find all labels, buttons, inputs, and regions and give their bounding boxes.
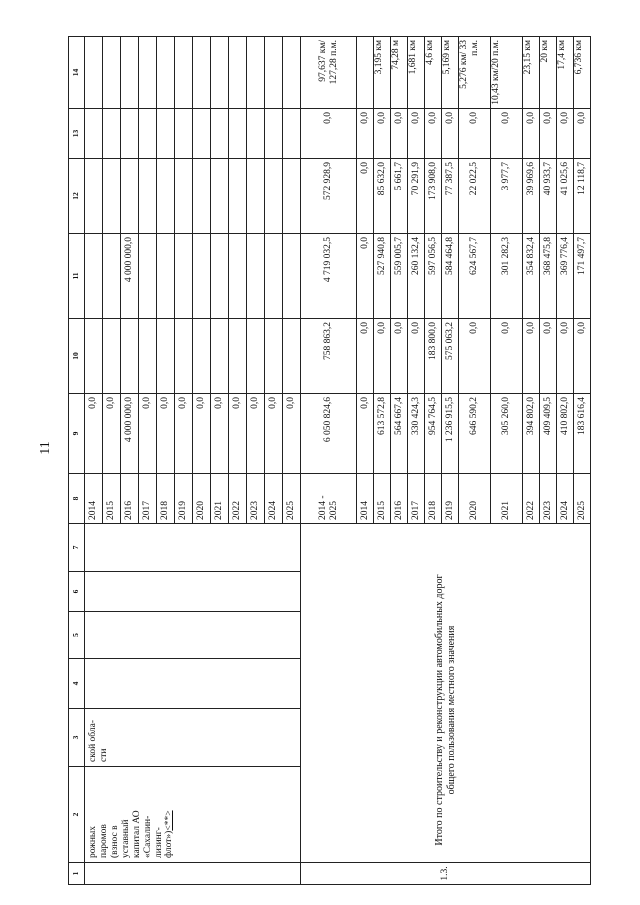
federal-cell [247, 319, 265, 394]
total-cost-cell: 4 000 000,0 [121, 394, 139, 474]
table-row-total [301, 37, 357, 885]
total-cost-cell: 564 667,4 [391, 394, 408, 474]
column-header-4: 4 [69, 659, 85, 709]
total-cost-cell: 0,0 [157, 394, 175, 474]
page-number: 11 [38, 441, 53, 455]
year-cell: 2016 [121, 474, 139, 524]
responsible-cell [85, 709, 301, 767]
federal-cell [85, 319, 103, 394]
regional-cell [265, 234, 283, 319]
result-cell [357, 37, 374, 109]
result-cell [103, 37, 121, 109]
result-cell [157, 37, 175, 109]
local-cell [283, 159, 301, 234]
result-cell [121, 37, 139, 109]
col-5-empty [85, 612, 301, 659]
total-cost-cell: 305 260,0 [491, 394, 523, 474]
local-cell [229, 159, 247, 234]
result-cell [265, 37, 283, 109]
result-cell: 23,15 км [523, 37, 540, 109]
column-header-10: 10 [69, 319, 85, 394]
year-cell: 2019 [442, 474, 459, 524]
rotated-table-wrapper [68, 37, 587, 885]
other-cell [193, 109, 211, 159]
result-cell: 74,28 м [391, 37, 408, 109]
local-cell [211, 159, 229, 234]
other-cell [229, 109, 247, 159]
local-cell: 5 661,7 [391, 159, 408, 234]
responsible-line: ской обла- [88, 719, 98, 762]
local-cell [265, 159, 283, 234]
local-cell [247, 159, 265, 234]
local-cell [121, 159, 139, 234]
federal-cell: 0,0 [574, 319, 591, 394]
item-name-line: «Сахалин- [142, 815, 153, 858]
column-header-14: 14 [69, 37, 85, 109]
regional-cell: 260 132,4 [408, 234, 425, 319]
year-cell: 2024 [265, 474, 283, 524]
regional-cell: 171 497,7 [574, 234, 591, 319]
other-cell: 0,0 [408, 109, 425, 159]
year-cell: 2014 [357, 474, 374, 524]
year-cell: 2021 [491, 474, 523, 524]
responsible-line: сти [98, 748, 109, 762]
year-cell: 2022 [229, 474, 247, 524]
regional-cell [103, 234, 121, 319]
other-cell: 0,0 [491, 109, 523, 159]
year-cell: 2025 [283, 474, 301, 524]
total-cost-cell: 0,0 [139, 394, 157, 474]
regional-cell: 369 776,4 [557, 234, 574, 319]
year-cell: 2016 [391, 474, 408, 524]
item-name-text: флот») [164, 830, 175, 858]
local-cell [85, 159, 103, 234]
other-cell [139, 109, 157, 159]
result-cell [247, 37, 265, 109]
regional-cell: 597 056,5 [425, 234, 442, 319]
regional-cell: 624 567,7 [459, 234, 491, 319]
total-cost-cell: 0,0 [357, 394, 374, 474]
total-cost-cell: 0,0 [283, 394, 301, 474]
federal-cell: 0,0 [557, 319, 574, 394]
column-header-7: 7 [69, 524, 85, 572]
result-cell: 6,736 км [574, 37, 591, 109]
result-cell: 97,637 км/ 127,28 п.м. [301, 37, 357, 109]
local-cell: 40 933,7 [540, 159, 557, 234]
total-cost-cell: 0,0 [85, 394, 103, 474]
regional-cell: 354 832,4 [523, 234, 540, 319]
federal-cell [265, 319, 283, 394]
row-number-empty [85, 863, 301, 885]
result-cell [193, 37, 211, 109]
period-cell: 2014 - 2025 [301, 474, 357, 524]
federal-cell [229, 319, 247, 394]
local-cell: 12 118,7 [574, 159, 591, 234]
federal-cell [175, 319, 193, 394]
total-cost-cell: 6 050 824,6 [301, 394, 357, 474]
local-cell [175, 159, 193, 234]
federal-cell [103, 319, 121, 394]
local-cell: 39 969,6 [523, 159, 540, 234]
local-cell: 41 025,6 [557, 159, 574, 234]
regional-cell [139, 234, 157, 319]
local-cell [103, 159, 121, 234]
federal-cell [139, 319, 157, 394]
result-cell [85, 37, 103, 109]
local-cell: 85 632,0 [374, 159, 391, 234]
federal-cell: 0,0 [391, 319, 408, 394]
year-cell: 2017 [139, 474, 157, 524]
regional-cell [157, 234, 175, 319]
result-cell: 17,4 км [557, 37, 574, 109]
local-cell: 77 387,5 [442, 159, 459, 234]
year-cell: 2017 [408, 474, 425, 524]
federal-cell [211, 319, 229, 394]
item-name-line: рожных [88, 825, 98, 858]
federal-cell: 0,0 [540, 319, 557, 394]
result-cell: 5,276 км/ 33 п.м. [459, 37, 491, 109]
regional-cell [229, 234, 247, 319]
footnote-mark: <**> [164, 810, 175, 831]
total-cost-cell: 0,0 [175, 394, 193, 474]
result-cell [283, 37, 301, 109]
regional-cell: 4 719 032,5 [301, 234, 357, 319]
result-cell: 10,43 км/20 п.м. [491, 37, 523, 109]
regional-cell [211, 234, 229, 319]
federal-cell [283, 319, 301, 394]
column-header-1: 1 [69, 863, 85, 885]
item-name-line: уставный [120, 819, 131, 858]
other-cell [157, 109, 175, 159]
local-cell: 3 977,7 [491, 159, 523, 234]
year-cell: 2023 [247, 474, 265, 524]
regional-cell: 0,0 [357, 234, 374, 319]
budget-table [68, 36, 591, 885]
item-name-line: паромов [98, 824, 109, 858]
col-7-empty [85, 524, 301, 572]
federal-cell: 183 800,0 [425, 319, 442, 394]
total-cost-cell: 410 802,0 [557, 394, 574, 474]
item-name-cell [85, 767, 301, 863]
total-cost-cell: 330 424,3 [408, 394, 425, 474]
column-number-row [69, 37, 85, 885]
column-header-13: 13 [69, 109, 85, 159]
other-cell [85, 109, 103, 159]
federal-cell: 0,0 [374, 319, 391, 394]
regional-cell: 301 282,3 [491, 234, 523, 319]
result-cell [229, 37, 247, 109]
col-6-empty [85, 572, 301, 612]
local-cell: 22 022,5 [459, 159, 491, 234]
local-cell: 173 908,0 [425, 159, 442, 234]
other-cell: 0,0 [374, 109, 391, 159]
column-header-8: 8 [69, 474, 85, 524]
regional-cell: 368 475,8 [540, 234, 557, 319]
item-name-line [164, 771, 175, 858]
year-cell: 2019 [175, 474, 193, 524]
other-cell: 0,0 [442, 109, 459, 159]
column-header-9: 9 [69, 394, 85, 474]
other-cell: 0,0 [574, 109, 591, 159]
regional-cell [193, 234, 211, 319]
federal-cell [157, 319, 175, 394]
federal-cell [193, 319, 211, 394]
federal-cell: 0,0 [357, 319, 374, 394]
other-cell [175, 109, 193, 159]
other-cell: 0,0 [357, 109, 374, 159]
section-number-cell: 1.3. [301, 863, 591, 885]
total-cost-cell: 394 802,0 [523, 394, 540, 474]
other-cell [283, 109, 301, 159]
year-cell: 2014 [85, 474, 103, 524]
result-cell: 20 км [540, 37, 557, 109]
other-cell [103, 109, 121, 159]
federal-cell: 0,0 [459, 319, 491, 394]
federal-cell: 0,0 [491, 319, 523, 394]
total-cost-cell: 0,0 [247, 394, 265, 474]
col-4-empty [85, 659, 301, 709]
other-cell [211, 109, 229, 159]
column-header-11: 11 [69, 234, 85, 319]
regional-cell [175, 234, 193, 319]
column-header-3: 3 [69, 709, 85, 767]
result-cell: 5,169 км [442, 37, 459, 109]
regional-cell [85, 234, 103, 319]
other-cell: 0,0 [557, 109, 574, 159]
total-cost-cell: 0,0 [229, 394, 247, 474]
year-cell: 2024 [557, 474, 574, 524]
regional-cell: 584 464,8 [442, 234, 459, 319]
other-cell: 0,0 [523, 109, 540, 159]
column-header-6: 6 [69, 572, 85, 612]
total-cost-cell: 409 409,5 [540, 394, 557, 474]
result-cell [175, 37, 193, 109]
result-cell: 4,6 км [425, 37, 442, 109]
total-cost-cell: 613 572,8 [374, 394, 391, 474]
table-row [85, 37, 103, 885]
federal-cell: 0,0 [408, 319, 425, 394]
year-cell: 2015 [103, 474, 121, 524]
other-cell: 0,0 [301, 109, 357, 159]
total-cost-cell: 0,0 [211, 394, 229, 474]
federal-cell: 575 063,2 [442, 319, 459, 394]
result-cell: 1,681 км [408, 37, 425, 109]
year-cell: 2018 [157, 474, 175, 524]
total-cost-cell: 1 236 915,5 [442, 394, 459, 474]
other-cell: 0,0 [391, 109, 408, 159]
other-cell [247, 109, 265, 159]
local-cell [193, 159, 211, 234]
document-stage [68, 37, 587, 885]
total-cost-cell: 0,0 [265, 394, 283, 474]
year-cell: 2020 [193, 474, 211, 524]
local-cell: 572 928,9 [301, 159, 357, 234]
other-cell: 0,0 [425, 109, 442, 159]
item-name-line: (взнос в [109, 825, 120, 858]
column-header-12: 12 [69, 159, 85, 234]
local-cell [139, 159, 157, 234]
regional-cell [247, 234, 265, 319]
other-cell: 0,0 [459, 109, 491, 159]
regional-cell [283, 234, 301, 319]
total-cost-cell: 954 764,5 [425, 394, 442, 474]
regional-cell: 4 000 000,0 [121, 234, 139, 319]
total-cost-cell: 646 590,2 [459, 394, 491, 474]
total-cost-cell: 0,0 [193, 394, 211, 474]
column-header-2: 2 [69, 767, 85, 863]
local-cell [157, 159, 175, 234]
year-cell: 2022 [523, 474, 540, 524]
year-cell: 2018 [425, 474, 442, 524]
federal-cell: 758 863,2 [301, 319, 357, 394]
other-cell [121, 109, 139, 159]
result-cell [139, 37, 157, 109]
item-name-line: лизинг- [153, 827, 164, 858]
section-title-cell: Итого по строительству и реконструкции автомобильных дорог общего пользования местного значения [301, 524, 591, 863]
result-cell: 3,195 км [374, 37, 391, 109]
item-name-line: капитал АО [131, 810, 142, 858]
column-header-5: 5 [69, 612, 85, 659]
regional-cell: 527 940,8 [374, 234, 391, 319]
year-cell: 2021 [211, 474, 229, 524]
year-cell: 2025 [574, 474, 591, 524]
total-cost-cell: 183 616,4 [574, 394, 591, 474]
total-cost-cell: 0,0 [103, 394, 121, 474]
result-cell [211, 37, 229, 109]
year-cell: 2023 [540, 474, 557, 524]
year-cell: 2015 [374, 474, 391, 524]
other-cell [265, 109, 283, 159]
local-cell: 70 291,9 [408, 159, 425, 234]
year-cell: 2020 [459, 474, 491, 524]
local-cell: 0,0 [357, 159, 374, 234]
regional-cell: 559 005,7 [391, 234, 408, 319]
federal-cell: 0,0 [523, 319, 540, 394]
other-cell: 0,0 [540, 109, 557, 159]
federal-cell [121, 319, 139, 394]
